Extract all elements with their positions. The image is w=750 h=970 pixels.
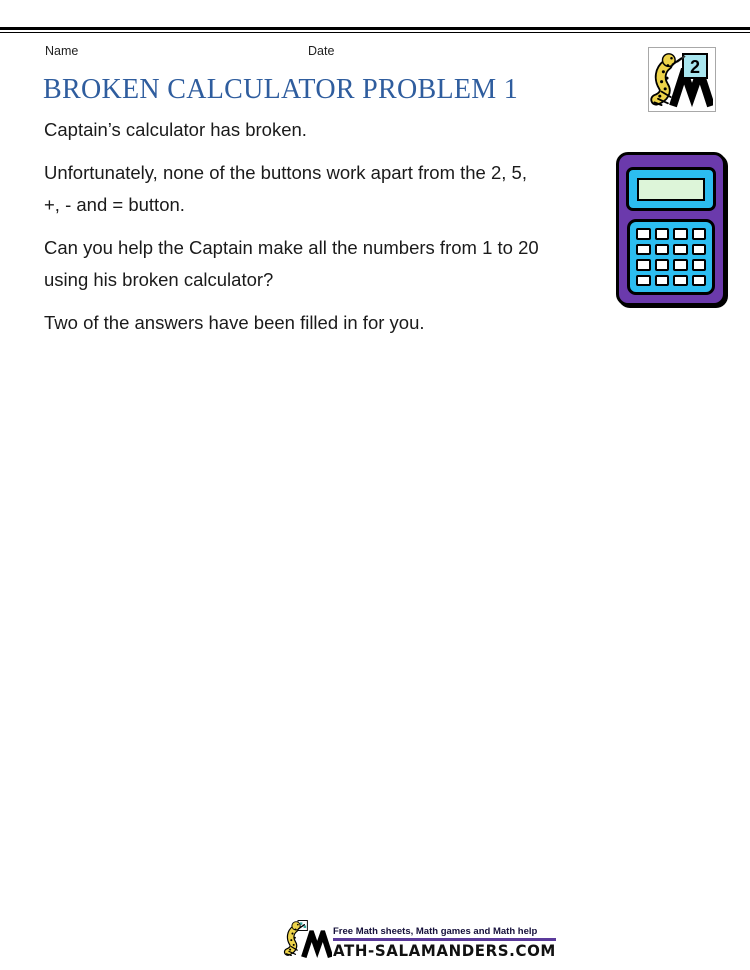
letter-m-icon: [301, 930, 332, 959]
calculator-key: [636, 275, 651, 287]
paragraph: [44, 232, 619, 296]
calculator-key: [673, 259, 688, 271]
paragraph-line: +, - and = button.: [44, 194, 185, 215]
footer-text: [333, 926, 556, 960]
paragraph: [44, 157, 619, 221]
calculator-key: [673, 244, 688, 256]
paragraph-line: Unfortunately, none of the buttons work apart from the 2, 5,: [44, 162, 527, 183]
calculator-display: [626, 167, 716, 211]
calculator-key: [673, 275, 688, 287]
header-divider: [0, 27, 750, 33]
paragraph-line: Two of the answers have been filled in for you.: [44, 312, 425, 333]
salamander-grade-icon: [649, 48, 715, 111]
footer-tagline: Free Math sheets, Math games and Math help: [333, 926, 538, 937]
calculator-screen: [637, 178, 705, 201]
calculator-key: [692, 259, 707, 271]
date-label: Date: [308, 44, 335, 58]
paragraph-line: Can you help the Captain make all the numbers from 1 to 20: [44, 237, 539, 258]
calculator-key: [655, 275, 670, 287]
paragraph: [44, 307, 619, 339]
calculator-key: [692, 244, 707, 256]
calculator-key: [636, 244, 651, 256]
badge-number: 2: [689, 57, 701, 77]
paragraph-line: Captain’s calculator has broken.: [44, 119, 307, 140]
calculator-keypad: [627, 219, 715, 295]
calculator-key: [692, 228, 707, 240]
calculator-key: [655, 259, 670, 271]
worksheet-instructions: [44, 114, 619, 350]
calculator-key: [655, 244, 670, 256]
paragraph: [44, 114, 619, 146]
calculator-key: [636, 259, 651, 271]
calculator-key: [636, 228, 651, 240]
calculator-key: [655, 228, 670, 240]
paragraph-line: using his broken calculator?: [44, 269, 274, 290]
name-label: Name: [45, 44, 79, 58]
grade-badge: [648, 47, 716, 112]
calculator-key: [692, 275, 707, 287]
calculator-illustration: [616, 152, 726, 306]
footer-site-text: ATH-SALAMANDERS.COM: [333, 941, 556, 960]
footer-brand: [283, 918, 556, 960]
calculator-key: [673, 228, 688, 240]
page-title: BROKEN CALCULATOR PROBLEM 1: [43, 74, 519, 105]
